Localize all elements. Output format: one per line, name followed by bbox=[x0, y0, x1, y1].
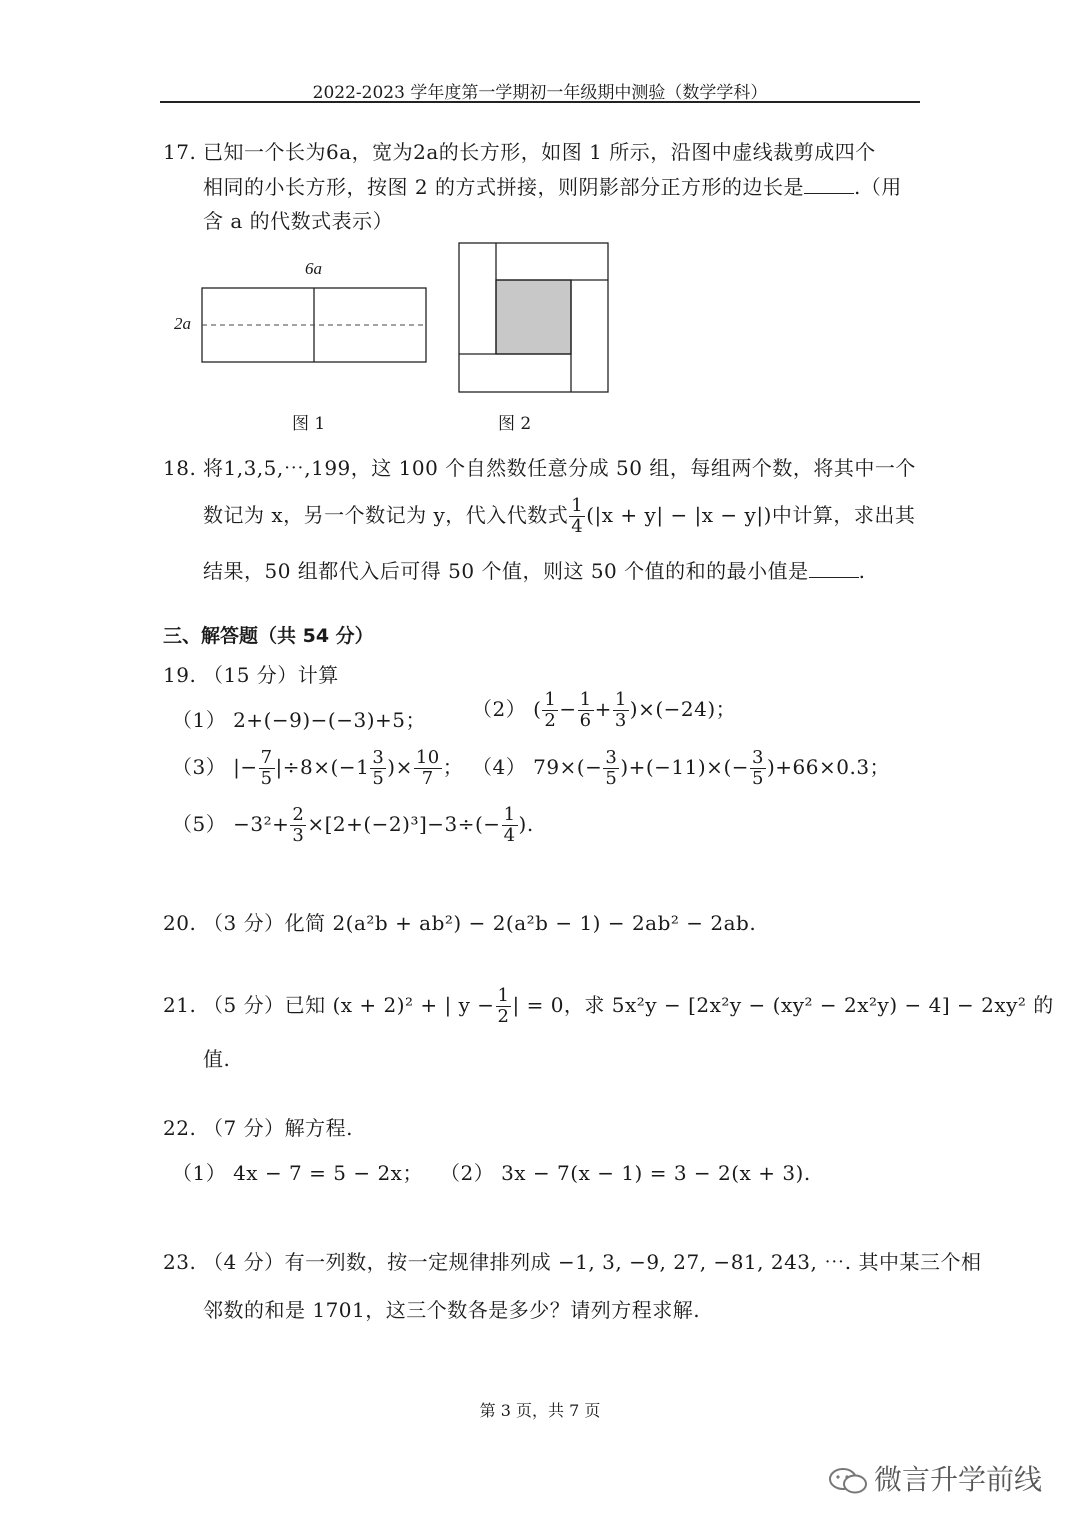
fig2-caption: 图 2 bbox=[498, 414, 532, 434]
q20-number: 20. bbox=[163, 911, 197, 935]
q18-text-2b: 中计算，求出其 bbox=[771, 502, 916, 527]
q18-line3: 结果，50 组都代入后可得 50 个值，则这 50 个值的和的最小值是 . bbox=[203, 559, 866, 583]
page-header: 2022-2023 学年度第一学期初一年级期中测验（数学学科） bbox=[312, 83, 768, 103]
q17-figures bbox=[0, 0, 1080, 440]
q19-part3: （3） |− $\frac{7}{5}$ |÷8×(−1 $\frac{3}{5}$ )× $\frac{10}{7}$ ； bbox=[172, 747, 464, 789]
q18-expression: (|x + y| − |x − y|) bbox=[586, 502, 772, 527]
q17-text-2b: .（用 bbox=[853, 175, 902, 199]
fig1-top-label: 6a bbox=[305, 259, 322, 278]
q21-number: 21. bbox=[163, 992, 197, 1017]
q19-title-line bbox=[163, 659, 339, 688]
figure-2 bbox=[459, 243, 608, 392]
wechat-icon bbox=[828, 1467, 868, 1495]
q17-number: 17. bbox=[163, 140, 197, 164]
q21-line1: 21. （5 分）已知 (x + 2)² + | y − $\frac{1}{2}$ | = 0，求 5x²y − [2x²y − (xy² − 2x²y) − 4] − 2xy² 的 bbox=[163, 985, 1054, 1027]
q20-text: （3 分）化简 2(a²b + ab²) − 2(a²b − 1) − 2ab² − 2ab. bbox=[203, 911, 757, 935]
q17-text-2: 相同的小长方形，按图 2 的方式拼接，则阴影部分正方形的边长是 bbox=[203, 175, 804, 199]
fig2-shaded-square bbox=[496, 280, 571, 354]
q18-text-2: 数记为 x，另一个数记为 y，代入代数式 bbox=[203, 502, 569, 527]
q18-line2 bbox=[203, 496, 915, 537]
q23-number: 23. bbox=[163, 1250, 197, 1274]
q22-part2: （2） 3x − 7(x − 1) = 3 − 2(x + 3). bbox=[440, 1161, 811, 1185]
q19-title: （15 分）计算 bbox=[203, 663, 339, 687]
q19-part4: （4） 79×(− $\frac{3}{5}$ )+(−11)×(− $\frac{3}{5}$ )+66×0.3； bbox=[472, 747, 891, 789]
q22-number: 22. bbox=[163, 1116, 197, 1140]
watermark: 微言升学前线 bbox=[828, 1458, 1042, 1498]
q17-text-1: 已知一个长为6a，宽为2a的长方形，如图 1 所示，沿图中虚线裁剪成四个 bbox=[203, 140, 876, 164]
page-footer: 第 3 页，共 7 页 bbox=[479, 1401, 601, 1420]
fig1-side-label: 2a bbox=[174, 314, 191, 333]
section-title: 三、解答题（共 54 分） bbox=[163, 625, 374, 647]
q23-line2: 邻数的和是 1701，这三个数各是多少？请列方程求解. bbox=[203, 1298, 701, 1322]
q18-answer-blank[interactable] bbox=[809, 559, 859, 578]
q21-fraction: $\frac{1}{2}$ bbox=[497, 985, 510, 1027]
q19-part5: （5） −3²+ $\frac{2}{3}$ ×[2+(−2)³]−3÷(− $\frac{1}{4}$ ). bbox=[172, 804, 534, 846]
q18-line1 bbox=[163, 452, 916, 481]
q22-part1: （1） 4x − 7 = 5 − 2x； bbox=[172, 1161, 423, 1185]
q19-part2: （2） ( $\frac{1}{2}$ − $\frac{1}{6}$ + $\frac{1}{3}$ )×(−24)； bbox=[472, 689, 737, 731]
q18-text-1: 将1,3,5,⋯,199，这 100 个自然数任意分成 50 组，每组两个数，将其中一个 bbox=[203, 456, 916, 480]
q18-text-3: 结果，50 组都代入后可得 50 个值，则这 50 个值的和的最小值是 bbox=[203, 559, 809, 583]
fig1-caption: 图 1 bbox=[292, 414, 326, 434]
q19-part1: （1） 2+(−9)−(−3)+5； bbox=[172, 708, 426, 732]
q19-number: 19. bbox=[163, 663, 197, 687]
figure-1 bbox=[202, 288, 426, 362]
q20-line bbox=[163, 907, 756, 936]
q18-number: 18. bbox=[163, 456, 197, 480]
q17-line3: 含 a 的代数式表示） bbox=[203, 209, 394, 233]
q18-fraction: $\frac{1}{4}$ bbox=[571, 495, 584, 537]
q23-line1: 23. （4 分）有一列数，按一定规律排列成 −1, 3, −9, 27, −81, 243, ⋯. 其中某三个相 bbox=[163, 1250, 982, 1274]
q22-title-line: 22. （7 分）解方程. bbox=[163, 1116, 353, 1140]
q21-line2: 值. bbox=[203, 1047, 231, 1071]
